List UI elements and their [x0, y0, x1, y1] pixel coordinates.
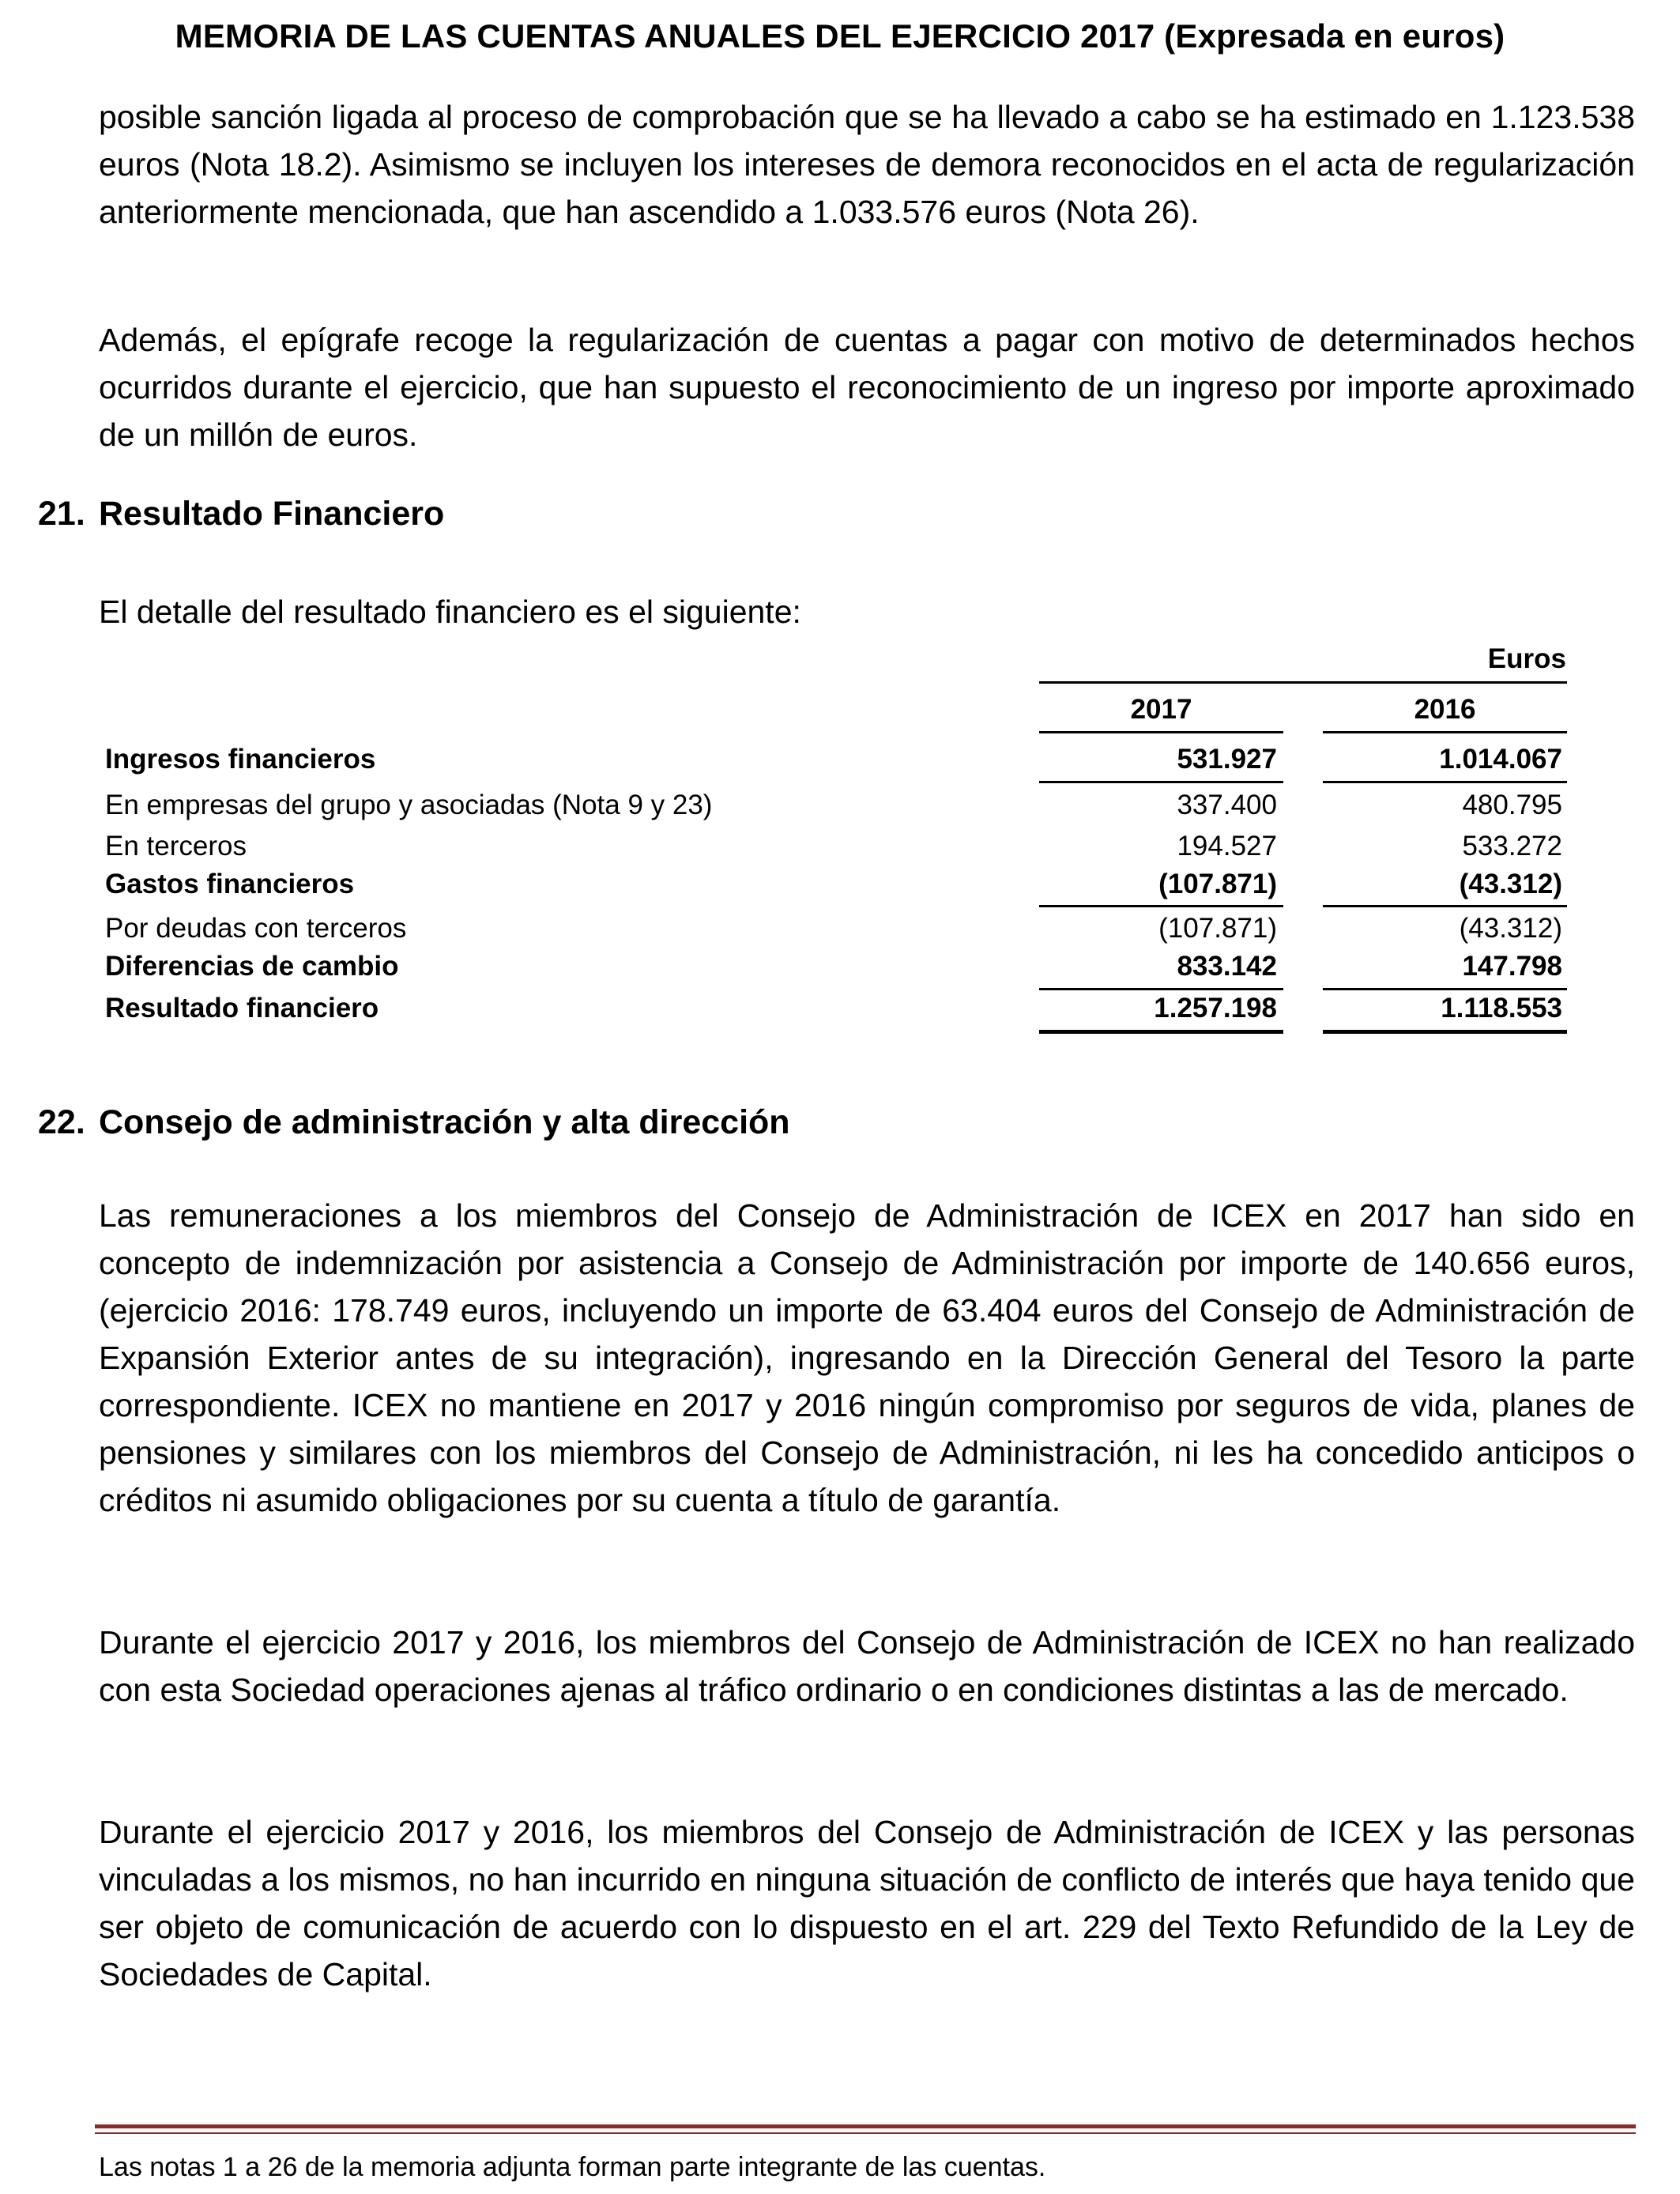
paragraph-conflicto-interes: Durante el ejercicio 2017 y 2016, los miembros del Consejo de Administración de ICEX y las personas vinculadas a los mismos, no han incurrido en ninguna situación de conflicto de interés que haya tenido que ser objeto de comunicación de acuerdo con lo dispuesto en el art. 229 del Texto Refundido de la Ley de Sociedades de Capital. [99, 1814, 1635, 1992]
footer-note: Las notas 1 a 26 de la memoria adjunta forman parte integrante de las cuentas. [99, 2152, 1046, 2182]
page-header-title: MEMORIA DE LAS CUENTAS ANUALES DEL EJERCICIO 2017 (Expresada en euros) [175, 17, 1505, 55]
table-row-label: En terceros [105, 831, 247, 861]
table-rule [1323, 905, 1567, 907]
table-rule [1323, 731, 1567, 733]
table-row-label: Por deudas con terceros [105, 913, 407, 944]
table-row-label: Diferencias de cambio [105, 951, 399, 982]
table-cell-2016: (43.312) [1459, 869, 1562, 899]
section-22-number: 22. [38, 1103, 85, 1141]
table-cell-2017: (107.871) [1158, 869, 1277, 899]
table-col-2016: 2016 [1414, 694, 1476, 725]
section-21-title: Resultado Financiero [99, 495, 445, 533]
paragraph-regularizacion: Además, el epígrafe recoge la regularización de cuentas a pagar con motivo de determinados hechos ocurridos durante el ejercicio, que han supuesto el reconocimiento de un ingreso por importe aproximado de un millón de euros. [99, 322, 1635, 453]
table-unit-label: Euros [1487, 643, 1566, 674]
section-22-heading [38, 1100, 790, 1144]
table-rule [1039, 905, 1283, 907]
footer-rule-thin [95, 2132, 1636, 2134]
table-cell-2016: 1.014.067 [1439, 744, 1562, 775]
section-21-intro: El detalle del resultado financiero es el siguiente: [99, 594, 801, 630]
section-21-number: 21. [38, 495, 85, 533]
table-header-rule [1039, 681, 1567, 684]
table-cell-2017: 194.527 [1177, 831, 1277, 861]
table-rule [1039, 731, 1283, 733]
table-cell-2016: 533.272 [1462, 831, 1562, 861]
table-row-label: En empresas del grupo y asociadas (Nota 9 y 23) [105, 790, 713, 820]
table-row-label: Resultado financiero [105, 993, 379, 1023]
table-rule [1039, 988, 1283, 990]
table-row-label: Ingresos financieros [105, 744, 376, 775]
table-cell-2016: 147.798 [1462, 951, 1562, 982]
paragraph-remuneraciones: Las remuneraciones a los miembros del Consejo de Administración de ICEX en 2017 han sido en concepto de indemnización por asistencia a Consejo de Administración por importe de 140.656 euros, (ejercicio 2016: 178.749 euros, incluyendo un importe de 63.404 euros del Consejo de Administración de Expansión Exterior antes de su integración), ingresando en la Dirección General del Tesoro la parte correspondiente. ICEX no mantiene en 2017 y 2016 ningún compromiso por seguros de vida, planes de pensiones y similares con los miembros del Consejo de Administración, ni les ha concedido anticipos o créditos ni asumido obligaciones por su cuenta a título de garantía. [99, 1197, 1635, 1518]
table-rule [1323, 781, 1567, 783]
table-col-2017: 2017 [1130, 694, 1192, 725]
table-cell-2017: 1.257.198 [1154, 993, 1277, 1023]
table-cell-2017: 833.142 [1177, 951, 1277, 982]
table-row-label: Gastos financieros [105, 869, 355, 899]
table-cell-2016: 480.795 [1462, 790, 1562, 820]
table-cell-2016: 1.118.553 [1441, 993, 1562, 1023]
table-cell-2016: (43.312) [1459, 913, 1562, 944]
table-total-rule [1323, 1030, 1567, 1034]
table-cell-2017: (107.871) [1158, 913, 1277, 944]
paragraph-sancion: posible sanción ligada al proceso de comprobación que se ha llevado a cabo se ha estimado en 1.123.538 euros (Nota 18.2). Asimismo se incluyen los intereses de demora reconocidos en el acta de regularización anteriormente mencionada, que han ascendido a 1.033.576 euros (Nota 26). [99, 99, 1635, 230]
table-rule [1039, 781, 1283, 783]
table-rule [1323, 988, 1567, 990]
section-21-heading [38, 492, 444, 536]
table-cell-2017: 337.400 [1177, 790, 1277, 820]
footer-rule [95, 2124, 1636, 2128]
table-total-rule [1039, 1030, 1283, 1034]
table-cell-2017: 531.927 [1177, 744, 1277, 775]
section-22-title: Consejo de administración y alta dirección [99, 1103, 790, 1141]
paragraph-operaciones: Durante el ejercicio 2017 y 2016, los miembros del Consejo de Administración de ICEX no han realizado con esta Sociedad operaciones ajenas al tráfico ordinario o en condiciones distintas a las de mercado. [99, 1624, 1635, 1708]
